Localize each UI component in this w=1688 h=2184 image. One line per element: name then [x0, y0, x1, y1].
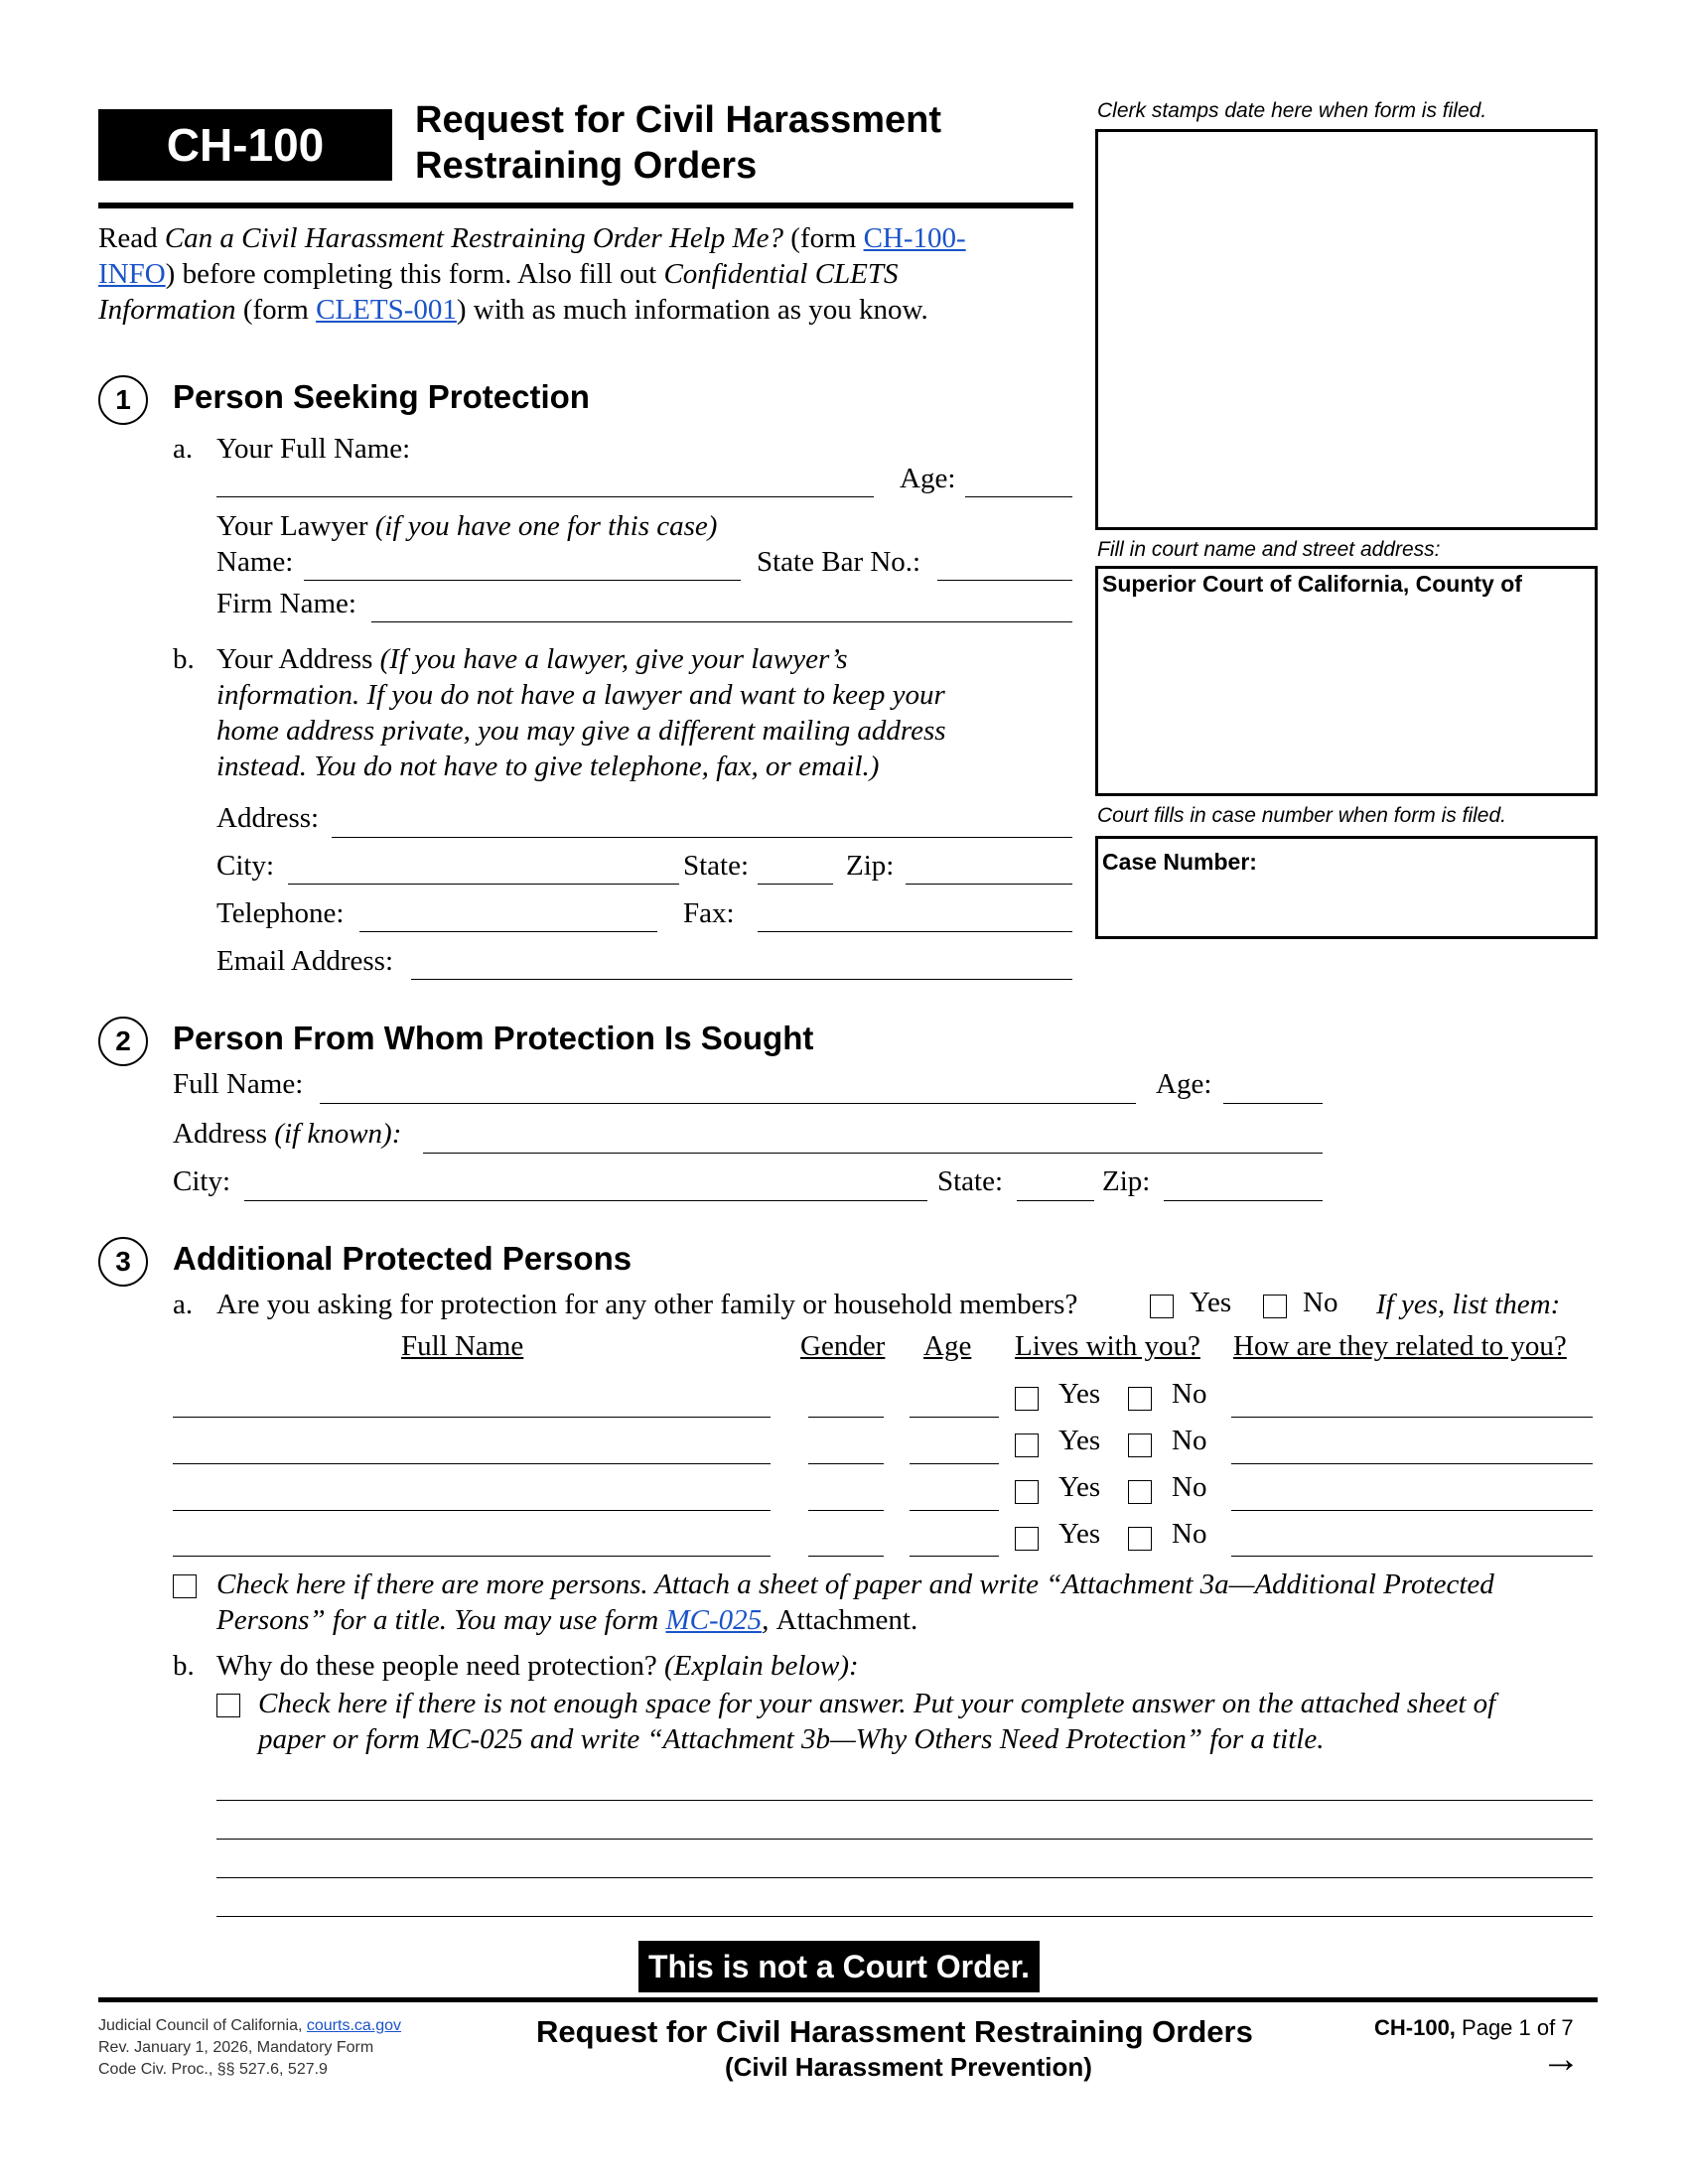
footer-title: Request for Civil Harassment Restraining Orders (Civil Harassment Prevention) — [536, 2014, 1253, 2082]
row-lives-no-checkbox[interactable] — [1128, 1480, 1152, 1504]
address-field[interactable] — [332, 837, 1072, 838]
respondent-age-field[interactable] — [1223, 1103, 1323, 1104]
if-yes-list-label: If yes, list them: — [1376, 1289, 1561, 1320]
zip-field[interactable] — [906, 884, 1072, 885]
col-full-name: Full Name — [401, 1330, 524, 1362]
lawyer-name-label: Name: — [216, 546, 294, 578]
your-full-name-label: Your Full Name: — [216, 433, 411, 465]
title-line-1: Request for Civil Harassment — [415, 99, 942, 141]
intro-paragraph: Read Can a Civil Harassment Restraining Order Help Me? (form CH-100- INFO) before completing this form. Also fill out Confidential CLETS Information (form CLETS-001) with as much information as you know. — [98, 222, 966, 326]
footer-left: Judicial Council of California, courts.ca.gov Rev. January 1, 2026, Mandatory Form Code Civ. Proc., §§ 527.6, 527.9 — [98, 2017, 402, 2078]
not-enough-space-checkbox[interactable] — [216, 1694, 240, 1717]
row-age-field[interactable] — [910, 1463, 999, 1464]
section-2-number: 2 — [98, 1017, 148, 1066]
clets-001-link[interactable]: CLETS-001 — [316, 294, 457, 326]
page-number: CH-100, Page 1 of 7 — [1374, 2015, 1574, 2040]
row-gender-field[interactable] — [808, 1556, 884, 1557]
row-relationship-field[interactable] — [1231, 1417, 1593, 1418]
item-3a-label: a. — [173, 1289, 194, 1320]
respondent-zip-field[interactable] — [1164, 1200, 1323, 1201]
row-lives-no-checkbox[interactable] — [1128, 1527, 1152, 1551]
row-yes-label: Yes — [1058, 1378, 1101, 1410]
title-line-2: Restraining Orders — [415, 145, 758, 187]
col-gender: Gender — [800, 1330, 886, 1362]
other-members-yes-checkbox[interactable] — [1150, 1295, 1174, 1318]
row-lives-yes-checkbox[interactable] — [1015, 1480, 1039, 1504]
your-lawyer-label: Your Lawyer (if you have one for this case) — [216, 510, 718, 542]
row-lives-no-checkbox[interactable] — [1128, 1387, 1152, 1411]
not-enough-space-text: Check here if there is not enough space for your answer. Put your complete answer on the attached sheet of paper or form MC-025 and write “Attachment 3b—Why Others Need Protection” for a title. — [258, 1688, 1496, 1755]
form-id-badge: CH-100 — [98, 109, 392, 181]
row-full-name-field[interactable] — [173, 1463, 771, 1464]
row-yes-label: Yes — [1058, 1425, 1101, 1456]
row-lives-yes-checkbox[interactable] — [1015, 1387, 1039, 1411]
row-full-name-field[interactable] — [173, 1417, 771, 1418]
col-age: Age — [923, 1330, 972, 1362]
explanation-line[interactable] — [216, 1916, 1593, 1917]
respondent-address-label: Address (if known): — [173, 1118, 402, 1150]
firm-name-field[interactable] — [371, 621, 1072, 622]
email-field[interactable] — [411, 979, 1072, 980]
other-members-no-checkbox[interactable] — [1263, 1295, 1287, 1318]
firm-name-label: Firm Name: — [216, 588, 356, 619]
courts-link[interactable]: courts.ca.gov — [306, 2017, 402, 2034]
case-number-label: Court fills in case number when form is filed. — [1097, 804, 1506, 827]
city-label: City: — [216, 850, 275, 882]
row-relationship-field[interactable] — [1231, 1463, 1593, 1464]
explanation-line[interactable] — [216, 1800, 1593, 1801]
respondent-zip-label: Zip: — [1102, 1165, 1151, 1197]
more-persons-checkbox[interactable] — [173, 1574, 197, 1598]
not-court-order-banner: This is not a Court Order. — [638, 1941, 1040, 1992]
more-persons-text: Check here if there are more persons. Attach a sheet of paper and write “Attachment 3a—Additional Protected Persons” for a title. You may use form MC-025, Attachment. — [216, 1569, 1494, 1636]
page-title — [415, 97, 941, 189]
telephone-label: Telephone: — [216, 897, 345, 929]
row-full-name-field[interactable] — [173, 1510, 771, 1511]
fax-field[interactable] — [758, 931, 1072, 932]
your-full-name-field[interactable] — [216, 496, 874, 497]
section-3-title: Additional Protected Persons — [173, 1240, 633, 1277]
row-no-label: No — [1172, 1471, 1207, 1503]
row-age-field[interactable] — [910, 1510, 999, 1511]
other-members-no-label: No — [1303, 1287, 1338, 1318]
item-1a-label: a. — [173, 433, 194, 465]
respondent-address-field[interactable] — [423, 1153, 1323, 1154]
row-relationship-field[interactable] — [1231, 1510, 1593, 1511]
next-page-arrow-icon: → — [1541, 2037, 1581, 2081]
section-1-title: Person Seeking Protection — [173, 378, 590, 415]
section-3-number: 3 — [98, 1237, 148, 1287]
case-number-text: Case Number: — [1102, 849, 1257, 875]
row-lives-no-checkbox[interactable] — [1128, 1433, 1152, 1457]
explanation-line[interactable] — [216, 1839, 1593, 1840]
respondent-age-label: Age: — [1156, 1068, 1212, 1100]
court-name-label: Fill in court name and street address: — [1097, 538, 1441, 561]
state-label: State: — [683, 850, 750, 882]
row-age-field[interactable] — [910, 1417, 999, 1418]
row-lives-yes-checkbox[interactable] — [1015, 1433, 1039, 1457]
row-age-field[interactable] — [910, 1556, 999, 1557]
item-1b-label: b. — [173, 643, 195, 675]
respondent-city-field[interactable] — [244, 1200, 927, 1201]
state-bar-field[interactable] — [937, 580, 1072, 581]
row-no-label: No — [1172, 1425, 1207, 1456]
row-no-label: No — [1172, 1378, 1207, 1410]
row-gender-field[interactable] — [808, 1417, 884, 1418]
fax-label: Fax: — [683, 897, 735, 929]
other-members-yes-label: Yes — [1190, 1287, 1232, 1318]
case-number-box[interactable] — [1095, 836, 1598, 939]
your-address-instructions: Your Address (If you have a lawyer, give your lawyer’s information. If you do not have a lawyer and want to keep your home address private, you may give a different mailing address instead. You do not have to give telephone, fax, or email.) — [216, 643, 946, 782]
row-full-name-field[interactable] — [173, 1556, 771, 1557]
row-yes-label: Yes — [1058, 1518, 1101, 1550]
header-rule — [98, 203, 1073, 208]
email-label: Email Address: — [216, 945, 394, 977]
row-lives-yes-checkbox[interactable] — [1015, 1527, 1039, 1551]
court-name-text: Superior Court of California, County of — [1102, 571, 1522, 597]
city-field[interactable] — [288, 884, 679, 885]
address-label: Address: — [216, 802, 320, 834]
other-members-question: Are you asking for protection for any other family or household members? — [216, 1289, 1078, 1320]
zip-label: Zip: — [846, 850, 895, 882]
state-bar-label: State Bar No.: — [757, 546, 921, 578]
telephone-field[interactable] — [359, 931, 657, 932]
row-yes-label: Yes — [1058, 1471, 1101, 1503]
section-2-title: Person From Whom Protection Is Sought — [173, 1020, 814, 1056]
lawyer-name-field[interactable] — [304, 580, 741, 581]
section-1-number: 1 — [98, 375, 148, 425]
row-no-label: No — [1172, 1518, 1207, 1550]
why-protection-question: Why do these people need protection? (Explain below): — [216, 1650, 859, 1682]
ch100-info-link-cont[interactable]: INFO — [98, 258, 166, 290]
respondent-state-field[interactable] — [1017, 1200, 1094, 1201]
respondent-name-label: Full Name: — [173, 1068, 304, 1100]
your-age-field[interactable] — [965, 496, 1072, 497]
item-3b-label: b. — [173, 1650, 195, 1682]
your-age-label: Age: — [900, 463, 956, 494]
respondent-city-label: City: — [173, 1165, 231, 1197]
respondent-state-label: State: — [937, 1165, 1004, 1197]
col-relationship: How are they related to you? — [1233, 1330, 1567, 1362]
mc-025-link[interactable]: MC-025 — [665, 1604, 763, 1636]
row-gender-field[interactable] — [808, 1463, 884, 1464]
row-gender-field[interactable] — [808, 1510, 884, 1511]
ch100-info-link[interactable]: CH-100- — [863, 222, 966, 254]
col-lives-with-you: Lives with you? — [1015, 1330, 1200, 1362]
state-field[interactable] — [758, 884, 833, 885]
clerk-stamp-box — [1095, 129, 1598, 530]
court-name-box[interactable] — [1095, 566, 1598, 796]
respondent-name-field[interactable] — [320, 1103, 1136, 1104]
row-relationship-field[interactable] — [1231, 1556, 1593, 1557]
footer-rule — [98, 1997, 1598, 2002]
explanation-line[interactable] — [216, 1877, 1593, 1878]
clerk-stamp-label: Clerk stamps date here when form is filed. — [1097, 99, 1487, 122]
